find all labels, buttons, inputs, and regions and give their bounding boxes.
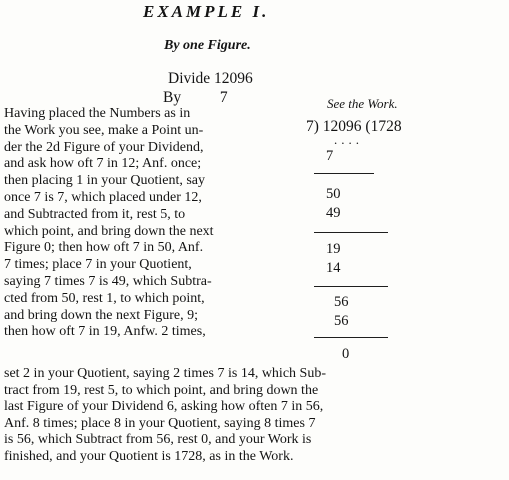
text-line: once 7 is 7, which placed under 12, [4,189,202,205]
work-step-remainder: 50 [326,186,341,202]
work-rule [314,232,388,233]
text-line: finished, and your Quotient is 1728, as in the Work. [4,448,294,464]
work-step-subtrahend: 7 [326,148,334,164]
work-step-subtrahend: 56 [334,313,349,329]
text-line: Anf. 8 times; place 8 in your Quotient, saying 8 times 7 [4,415,316,431]
work-rule [314,286,388,287]
by-line: By 7 [163,89,228,106]
text-line: is 56, which Subtract from 56, rest 0, and your Work is [4,432,312,448]
explanation-continued-text [4,366,509,466]
text-line: 7 times; place 7 in your Quotient, [4,257,192,273]
example-subtitle: By one Figure. [164,38,251,53]
work-step-remainder: 19 [326,241,341,257]
text-line: and bring down the next Figure, 9; [4,307,199,323]
text-line: the Work you see, make a Point un- [4,122,204,138]
work-step-remainder: 56 [334,294,349,310]
text-line: which point, and bring down the next [4,223,214,239]
text-line: der the 2d Figure of your Dividend, [4,139,204,155]
text-line: and ask how oft 7 in 12; Anf. once; [4,156,202,172]
text-line: last Figure of your Dividend 6, asking how often 7 in 56, [4,399,324,415]
explanation-text [4,106,304,341]
text-line: tract from 19, rest 5, to which point, and bring down the [4,382,319,398]
work-step-subtrahend: 49 [326,205,341,221]
text-line: then how oft 7 in 19, Anfw. 2 times, [4,324,206,340]
text-line: set 2 in your Quotient, saying 2 times 7 is 14, which Sub- [4,366,326,381]
point-markers: .... [334,132,363,147]
example-title: EXAMPLE I. [143,2,270,21]
text-line: cted from 50, rest 1, to which point, [4,290,205,306]
work-step-subtrahend: 14 [326,260,341,276]
division-setup: 7) 12096 (1728 [306,118,402,135]
work-step-final-remainder: 0 [342,346,350,362]
text-line: Having placed the Numbers as in [4,106,191,121]
text-line: then placing 1 in your Quotient, say [4,173,206,189]
text-line: and Subtracted from it, rest 5, to [4,206,186,222]
text-line: saying 7 times 7 is 49, which Subtra- [4,273,212,289]
divide-line: Divide 12096 [168,70,253,87]
see-the-work-heading: See the Work. [327,96,398,111]
work-rule [314,173,374,174]
text-line: Figure 0; then how oft 7 in 50, Anf. [4,240,204,256]
work-rule [314,337,388,338]
